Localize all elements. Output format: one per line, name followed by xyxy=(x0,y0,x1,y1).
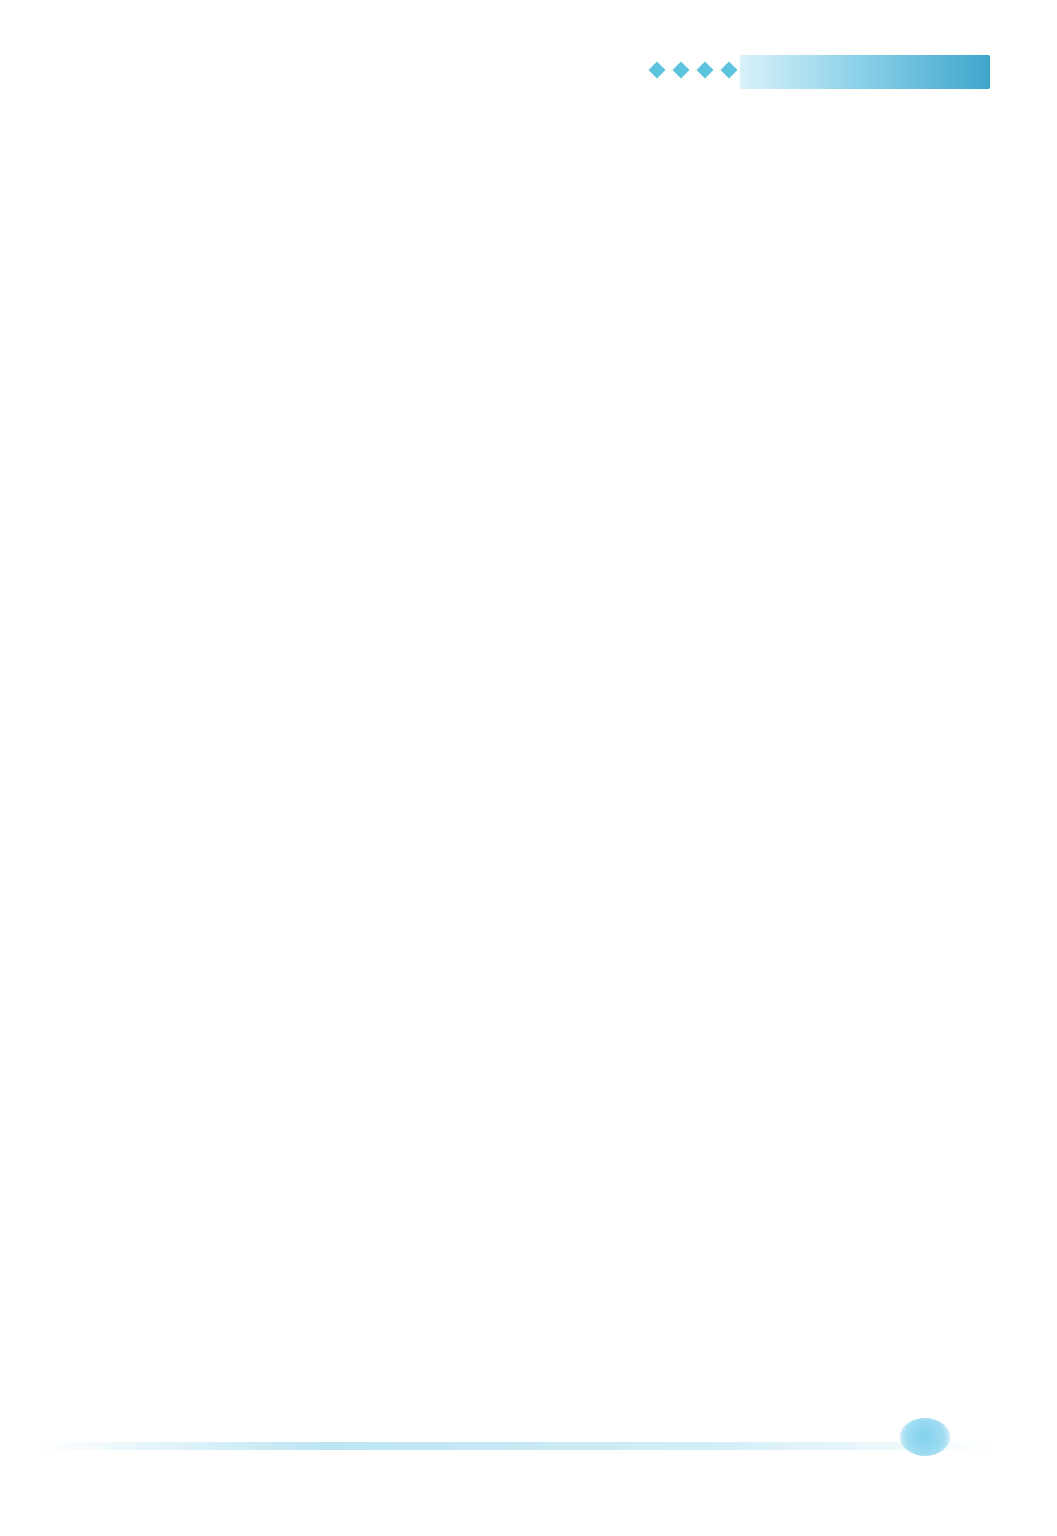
footer-decoration xyxy=(40,1442,1000,1450)
essay-c-letter xyxy=(528,126,989,157)
page-number-badge xyxy=(900,1418,950,1456)
section-title-5 xyxy=(46,158,516,189)
decorative-diamonds xyxy=(651,64,735,76)
essay-a-title-line-2 xyxy=(46,283,516,314)
essay-a-letter xyxy=(46,220,516,251)
right-column xyxy=(528,95,989,189)
watermark xyxy=(878,1458,1053,1533)
section-title-3 xyxy=(46,95,516,126)
diamond-icon xyxy=(697,62,714,79)
page-header xyxy=(0,0,1057,95)
essay-b-letter xyxy=(528,95,989,126)
logo-banner xyxy=(740,55,990,89)
section-title-4 xyxy=(46,126,516,157)
essay-c-title xyxy=(528,158,989,189)
diamond-icon xyxy=(649,62,666,79)
section-title-6 xyxy=(46,189,516,220)
diamond-icon xyxy=(721,62,738,79)
essay-a-title-line-1 xyxy=(46,251,516,282)
diamond-icon xyxy=(673,62,690,79)
left-column xyxy=(46,95,516,314)
